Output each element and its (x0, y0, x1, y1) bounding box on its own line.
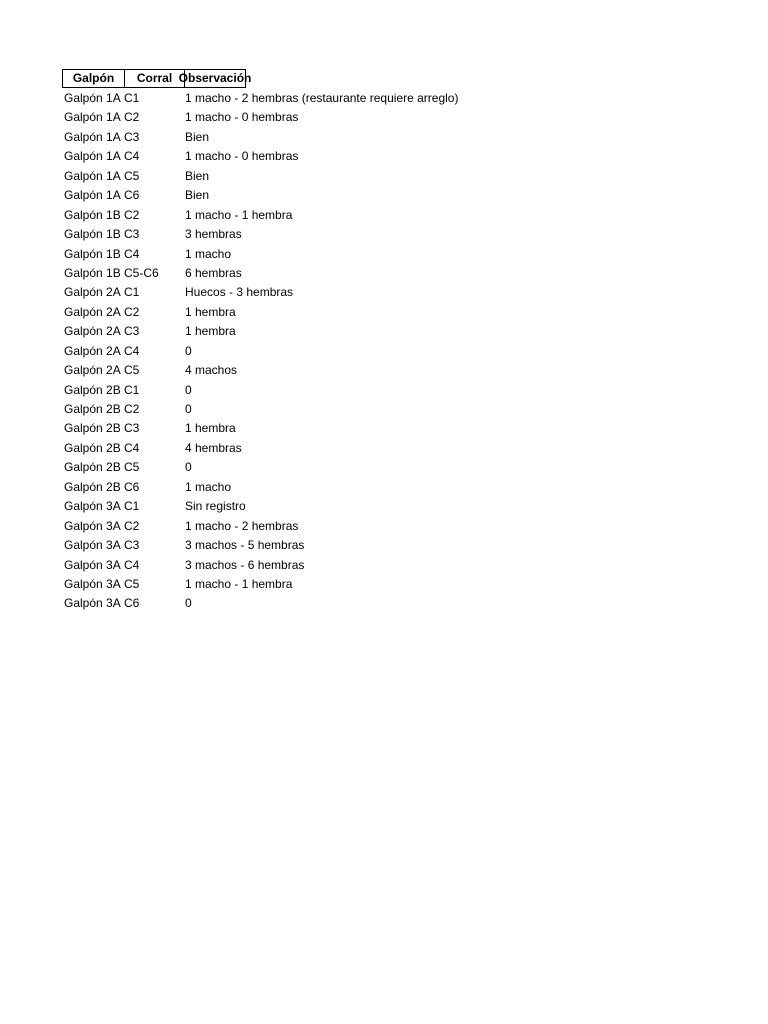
cell-observacion: 6 hembras (185, 265, 242, 280)
cell-observacion: 1 hembra (185, 324, 236, 339)
table-row (0, 283, 768, 302)
cell-galpon: Galpón 1B (64, 207, 121, 222)
cell-observacion: 1 hembra (185, 304, 236, 319)
cell-observacion: 4 machos (185, 363, 238, 378)
table-row (0, 575, 768, 594)
cell-galpon: Galpón 3A (64, 518, 121, 533)
cell-corral: C6 (124, 596, 140, 611)
table-row (0, 517, 768, 536)
table-row (0, 89, 768, 108)
cell-corral: C1 (124, 382, 140, 397)
table-row (0, 342, 768, 361)
cell-observacion: 0 (185, 402, 192, 416)
cell-galpon: Galpón 2A (64, 324, 121, 339)
cell-corral: C4 (124, 343, 140, 358)
cell-galpon: Galpón 3A (64, 557, 121, 572)
cell-galpon: Galpón 2A (64, 343, 121, 358)
cell-corral: C5-C6 (124, 265, 159, 280)
cell-corral: C6 (124, 188, 140, 203)
header-corral: Corral (124, 69, 185, 88)
cell-observacion: 3 machos - 5 hembras (185, 538, 305, 553)
cell-galpon: Galpón 1A (64, 110, 121, 125)
table-row (0, 186, 768, 205)
header-galpon: Galpón (62, 69, 125, 88)
table-row (0, 303, 768, 322)
cell-corral: C1 (124, 91, 140, 105)
cell-galpon: Galpón 2B (64, 402, 121, 416)
cell-observacion: Sin registro (185, 499, 246, 514)
cell-corral: C5 (124, 576, 140, 591)
cell-galpon: Galpón 2B (64, 440, 121, 455)
cell-galpon: Galpón 1A (64, 168, 121, 183)
cell-corral: C5 (124, 168, 140, 183)
cell-galpon: Galpón 1B (64, 265, 121, 280)
cell-observacion: 3 machos - 6 hembras (185, 557, 305, 572)
cell-corral: C3 (124, 324, 140, 339)
cell-observacion: 0 (185, 343, 192, 358)
table-header (62, 69, 252, 89)
cell-corral: C4 (124, 557, 140, 572)
table-row (0, 167, 768, 186)
cell-galpon: Galpón 1A (64, 188, 121, 203)
table-row (0, 556, 768, 575)
cell-observacion: Bien (185, 168, 210, 183)
cell-observacion: Huecos - 3 hembras (185, 285, 294, 300)
table-row (0, 594, 768, 613)
cell-observacion: 1 macho (185, 246, 232, 261)
cell-corral: C1 (124, 285, 140, 300)
cell-corral: C4 (124, 149, 140, 164)
table-row (0, 322, 768, 341)
cell-corral: C4 (124, 246, 140, 261)
cell-observacion: 1 macho - 2 hembras (185, 518, 299, 533)
table-row (0, 206, 768, 225)
cell-observacion: 1 macho - 1 hembra (185, 576, 293, 591)
table-row (0, 361, 768, 380)
cell-galpon: Galpón 2A (64, 285, 121, 300)
table-row (0, 225, 768, 244)
cell-galpon: Galpón 3A (64, 576, 121, 591)
cell-corral: C2 (124, 110, 140, 125)
cell-observacion: 0 (185, 460, 192, 475)
table-row (0, 381, 768, 400)
cell-corral: C4 (124, 440, 140, 455)
table-row (0, 400, 768, 419)
cell-corral: C3 (124, 129, 140, 144)
table-row (0, 264, 768, 283)
cell-observacion: 1 macho - 0 hembras (185, 149, 299, 164)
cell-corral: C2 (124, 207, 140, 222)
cell-observacion: 1 macho - 2 hembras (restaurante requiere arreglo) (185, 91, 459, 105)
cell-corral: C5 (124, 460, 140, 475)
table-row (0, 419, 768, 438)
table-row (0, 147, 768, 166)
cell-observacion: Bien (185, 129, 210, 144)
cell-corral: C2 (124, 402, 140, 416)
cell-observacion: 1 macho - 0 hembras (185, 110, 299, 125)
table-row (0, 128, 768, 147)
cell-corral: C5 (124, 363, 140, 378)
header-observacion-label: Observación (178, 71, 252, 85)
cell-galpon: Galpón 2A (64, 304, 121, 319)
cell-observacion: 1 hembra (185, 421, 236, 436)
cell-galpon: Galpón 3A (64, 596, 121, 611)
cell-corral: C1 (124, 499, 140, 514)
cell-observacion: 4 hembras (185, 440, 242, 455)
cell-galpon: Galpón 3A (64, 538, 121, 553)
cell-corral: C3 (124, 421, 140, 436)
cell-galpon: Galpón 2A (64, 363, 121, 378)
table-row (0, 108, 768, 127)
cell-galpon: Galpón 2B (64, 460, 121, 475)
cell-observacion: 3 hembras (185, 227, 242, 242)
cell-galpon: Galpón 1A (64, 129, 121, 144)
cell-observacion: 1 macho - 1 hembra (185, 207, 293, 222)
cell-galpon: Galpón 2B (64, 382, 121, 397)
cell-corral: C2 (124, 304, 140, 319)
cell-observacion: 0 (185, 596, 192, 611)
header-observacion (178, 69, 252, 88)
cell-galpon: Galpón 1A (64, 91, 121, 105)
table-body (0, 89, 768, 614)
cell-corral: C3 (124, 538, 140, 553)
cell-galpon: Galpón 1B (64, 227, 121, 242)
cell-corral: C6 (124, 479, 140, 494)
cell-corral: C2 (124, 518, 140, 533)
table-row (0, 478, 768, 497)
table-row (0, 245, 768, 264)
table-row (0, 458, 768, 477)
table-row (0, 497, 768, 516)
cell-galpon: Galpón 2B (64, 479, 121, 494)
cell-observacion: Bien (185, 188, 210, 203)
cell-observacion: 1 macho (185, 479, 232, 494)
table-row (0, 439, 768, 458)
cell-galpon: Galpón 1A (64, 149, 121, 164)
cell-galpon: Galpón 1B (64, 246, 121, 261)
cell-galpon: Galpón 3A (64, 499, 121, 514)
table-row (0, 536, 768, 555)
cell-corral: C3 (124, 227, 140, 242)
cell-galpon: Galpón 2B (64, 421, 121, 436)
cell-observacion: 0 (185, 382, 192, 397)
